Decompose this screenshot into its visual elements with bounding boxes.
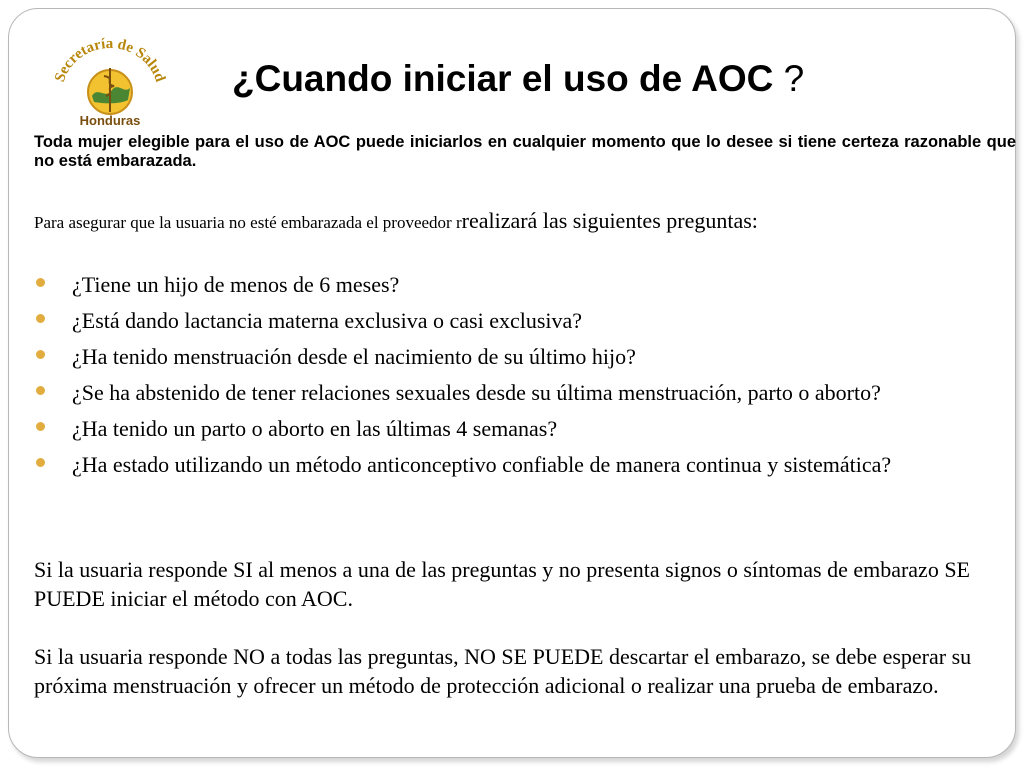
conclusion-yes: Si la usuaria responde SI al menos a una de las preguntas y no presenta signos o síntomas de embarazo SE PUEDE iniciar el método con AOC. <box>34 557 970 611</box>
lead-big-text: realizará las siguientes preguntas: <box>461 208 758 233</box>
bullet-icon <box>36 422 45 431</box>
list-item <box>34 308 994 333</box>
question-text: ¿Ha tenido menstruación desde el nacimiento de su último hijo? <box>72 344 636 369</box>
logo-arc-text: Secretaría de Salud <box>51 35 169 85</box>
secretaria-de-salud-logo <box>46 30 174 128</box>
lead-paragraph <box>34 208 1004 236</box>
question-text: ¿Tiene un hijo de menos de 6 meses? <box>72 272 400 297</box>
lead-small-text: Para asegurar que la usuaria no esté embarazada el proveedor r <box>34 213 462 232</box>
title-text: ¿Cuando iniciar el uso de AOC <box>232 58 774 99</box>
page-title <box>232 58 804 100</box>
bullet-icon <box>36 314 45 323</box>
conclusion-no: Si la usuaria responde NO a todas las preguntas, NO SE PUEDE descartar el embarazo, se debe esperar su próxima menstruación y ofrecer un método de protección adicional o realizar una prueba de embarazo. <box>34 644 972 698</box>
intro-paragraph: Toda mujer elegible para el uso de AOC puede iniciarlos en cualquier momento que lo desee si tiene certeza razonable que no está embarazada. <box>34 133 1016 170</box>
question-text: ¿Ha estado utilizando un método anticonceptivo confiable de manera continua y sistemática? <box>72 452 892 477</box>
question-text: ¿Está dando lactancia materna exclusiva o casi exclusiva? <box>72 308 583 333</box>
question-text: ¿Ha tenido un parto o aborto en las últimas 4 semanas? <box>72 416 558 441</box>
list-item <box>34 380 994 405</box>
list-item <box>34 272 994 297</box>
logo-bottom-text: Honduras <box>79 113 141 128</box>
questions-list <box>34 272 994 488</box>
list-item <box>34 452 994 477</box>
bullet-icon <box>36 350 45 359</box>
question-text: ¿Se ha abstenido de tener relaciones sexuales desde su última menstruación, parto o aborto? <box>72 380 881 405</box>
bullet-icon <box>36 458 45 467</box>
title-question-mark: ? <box>783 58 805 99</box>
list-item <box>34 344 994 369</box>
bullet-icon <box>36 278 45 287</box>
bullet-icon <box>36 386 45 395</box>
list-item <box>34 416 994 441</box>
